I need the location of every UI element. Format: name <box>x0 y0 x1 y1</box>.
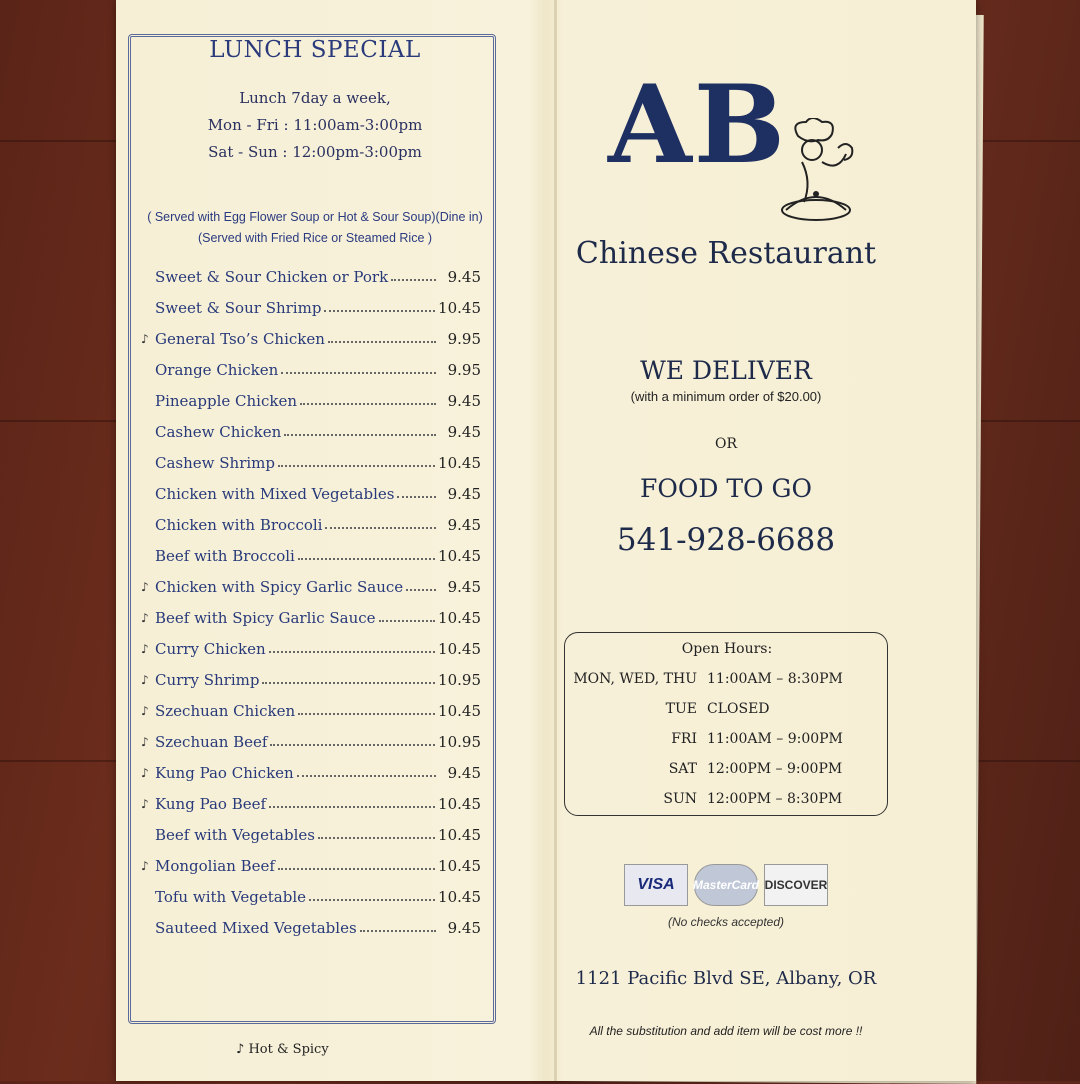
menu-paper <box>116 0 976 1081</box>
menu-item-price: 9.45 <box>447 515 481 534</box>
lunch-hours <box>131 85 499 166</box>
menu-item <box>141 695 481 726</box>
menu-item <box>141 819 481 850</box>
hours-day: MON, WED, THU <box>573 671 697 687</box>
menu-item-name: Chicken with Mixed Vegetables <box>155 484 395 503</box>
spicy-legend-label: Hot & Spicy <box>248 1042 329 1057</box>
menu-item <box>141 726 481 757</box>
restaurant-info-panel <box>556 0 976 1081</box>
menu-item <box>141 292 481 323</box>
menu-item <box>141 323 481 354</box>
dot-leader <box>281 372 436 374</box>
menu-item-name: Chicken with Broccoli <box>155 515 323 534</box>
menu-item <box>141 633 481 664</box>
menu-item <box>141 912 481 943</box>
menu-item-name: Tofu with Vegetable <box>155 887 307 906</box>
menu-item-name: Cashew Shrimp <box>155 453 275 472</box>
menu-item-price: 10.45 <box>438 608 481 627</box>
menu-item <box>141 354 481 385</box>
spicy-icon: ♪ <box>141 703 149 718</box>
lunch-special-title: LUNCH SPECIAL <box>209 37 421 63</box>
menu-item-price: 9.45 <box>447 484 481 503</box>
hours-row <box>565 731 881 747</box>
hours-time: 11:00AM – 9:00PM <box>707 731 843 747</box>
hours-row <box>565 701 881 717</box>
menu-item <box>141 385 481 416</box>
menu-item <box>141 261 481 292</box>
spicy-icon: ♪ <box>141 641 149 656</box>
restaurant-logo: AB <box>608 62 788 188</box>
menu-item-name: Cashew Chicken <box>155 422 282 441</box>
food-to-go-heading: FOOD TO GO <box>640 474 812 503</box>
menu-item <box>141 850 481 881</box>
payment-cards <box>624 864 828 906</box>
dot-leader <box>397 496 436 498</box>
restaurant-address: 1121 Pacific Blvd SE, Albany, OR <box>575 968 877 989</box>
menu-item <box>141 788 481 819</box>
spicy-legend <box>236 1042 329 1057</box>
menu-item-name: Beef with Spicy Garlic Sauce <box>155 608 376 627</box>
dot-leader <box>309 899 435 901</box>
menu-item-name: Kung Pao Chicken <box>155 763 294 782</box>
visa-logo: VISA <box>624 864 688 906</box>
spicy-icon: ♪ <box>236 1042 245 1057</box>
hours-day: SUN <box>663 791 697 807</box>
dot-leader <box>284 434 436 436</box>
dot-leader <box>360 930 436 932</box>
hours-day: TUE <box>665 701 697 717</box>
menu-item-name: Sauteed Mixed Vegetables <box>155 918 357 937</box>
dot-leader <box>325 527 436 529</box>
dot-leader <box>328 341 436 343</box>
menu-item-price: 9.45 <box>447 763 481 782</box>
menu-item-name: Sweet & Sour Chicken or Pork <box>155 267 389 286</box>
phone-number: 541-928-6688 <box>616 522 836 558</box>
hours-time: 12:00PM – 8:30PM <box>707 791 843 807</box>
menu-item-price: 9.45 <box>447 577 481 596</box>
restaurant-name: Chinese Restaurant <box>575 236 877 271</box>
hours-time: CLOSED <box>707 701 770 717</box>
menu-item-price: 9.45 <box>447 267 481 286</box>
hours-day: FRI <box>671 731 697 747</box>
discover-logo: DISCOVER <box>764 864 828 906</box>
menu-item <box>141 509 481 540</box>
dot-leader <box>269 806 435 808</box>
spicy-icon: ♪ <box>141 579 149 594</box>
menu-item-name: Curry Shrimp <box>155 670 260 689</box>
menu-item-name: Beef with Vegetables <box>155 825 315 844</box>
menu-item-price: 10.45 <box>438 453 481 472</box>
hours-row <box>565 761 881 777</box>
menu-item-price: 10.45 <box>438 794 481 813</box>
spicy-icon: ♪ <box>141 765 149 780</box>
menu-item <box>141 571 481 602</box>
served-with-note <box>131 207 499 249</box>
menu-item-name: Chicken with Spicy Garlic Sauce <box>155 577 404 596</box>
chef-icon <box>778 118 860 228</box>
menu-item-name: Mongolian Beef <box>155 856 275 875</box>
dot-leader <box>379 620 436 622</box>
spicy-icon: ♪ <box>141 796 149 811</box>
no-checks-note: (No checks accepted) <box>667 915 785 929</box>
dot-leader <box>300 403 436 405</box>
dot-leader <box>278 868 435 870</box>
menu-item <box>141 881 481 912</box>
menu-item-name: Szechuan Chicken <box>155 701 296 720</box>
dot-leader <box>324 310 435 312</box>
menu-item-price: 10.95 <box>438 670 481 689</box>
menu-item-name: Kung Pao Beef <box>155 794 267 813</box>
menu-item-price: 10.45 <box>438 856 481 875</box>
menu-item-name: Sweet & Sour Shrimp <box>155 298 322 317</box>
menu-item-price: 10.45 <box>438 825 481 844</box>
dot-leader <box>391 279 436 281</box>
dot-leader <box>318 837 435 839</box>
lunch-special-panel <box>128 34 496 1024</box>
menu-item-price: 9.45 <box>447 422 481 441</box>
menu-item-price: 10.45 <box>438 639 481 658</box>
served-line: (Served with Fried Rice or Steamed Rice ) <box>197 231 433 245</box>
menu-item-name: Curry Chicken <box>155 639 266 658</box>
open-hours-title: Open Hours: <box>681 641 773 657</box>
dot-leader <box>298 558 435 560</box>
dot-leader <box>262 682 435 684</box>
menu-item-name: Szechuan Beef <box>155 732 268 751</box>
mastercard-logo: MasterCard <box>694 864 758 906</box>
spicy-icon: ♪ <box>141 734 149 749</box>
or-label: OR <box>714 436 738 452</box>
menu-item-price: 10.45 <box>438 887 481 906</box>
served-line: ( Served with Egg Flower Soup or Hot & Sour Soup)(Dine in) <box>147 210 483 224</box>
menu-item-price: 10.45 <box>438 298 481 317</box>
lunch-hours-line: Lunch 7day a week, <box>239 89 391 107</box>
we-deliver-heading: WE DELIVER <box>640 356 812 385</box>
lunch-hours-line: Mon - Fri : 11:00am-3:00pm <box>207 116 423 134</box>
menu-item-name: General Tso’s Chicken <box>155 329 325 348</box>
dot-leader <box>406 589 436 591</box>
menu-item <box>141 540 481 571</box>
menu-item-price: 9.95 <box>447 329 481 348</box>
menu-item <box>141 664 481 695</box>
spicy-icon: ♪ <box>141 672 149 687</box>
menu-item <box>141 757 481 788</box>
lunch-menu-list <box>141 261 481 943</box>
hours-day: SAT <box>668 761 697 777</box>
menu-item-price: 9.95 <box>447 360 481 379</box>
lunch-hours-line: Sat - Sun : 12:00pm-3:00pm <box>208 143 422 161</box>
menu-item-price: 10.45 <box>438 701 481 720</box>
spicy-icon: ♪ <box>141 331 149 346</box>
menu-item-name: Pineapple Chicken <box>155 391 297 410</box>
delivery-minimum-note: (with a minimum order of $20.00) <box>630 389 822 404</box>
spicy-icon: ♪ <box>141 610 149 625</box>
menu-item-price: 10.95 <box>438 732 481 751</box>
dot-leader <box>297 775 436 777</box>
menu-item <box>141 602 481 633</box>
open-hours-box <box>564 632 888 816</box>
hours-time: 12:00PM – 9:00PM <box>707 761 843 777</box>
menu-item-price: 10.45 <box>438 546 481 565</box>
hours-time: 11:00AM – 8:30PM <box>707 671 843 687</box>
menu-item <box>141 416 481 447</box>
dot-leader <box>278 465 435 467</box>
hours-row <box>565 671 881 687</box>
menu-item <box>141 478 481 509</box>
dot-leader <box>270 744 435 746</box>
menu-item-price: 9.45 <box>447 918 481 937</box>
substitution-note: All the substitution and add item will be cost more !! <box>589 1024 863 1038</box>
menu-item-price: 9.45 <box>447 391 481 410</box>
spicy-icon: ♪ <box>141 858 149 873</box>
menu-item <box>141 447 481 478</box>
menu-item-name: Beef with Broccoli <box>155 546 295 565</box>
menu-item-name: Orange Chicken <box>155 360 279 379</box>
dot-leader <box>269 651 435 653</box>
dot-leader <box>298 713 435 715</box>
hours-row <box>565 791 881 807</box>
